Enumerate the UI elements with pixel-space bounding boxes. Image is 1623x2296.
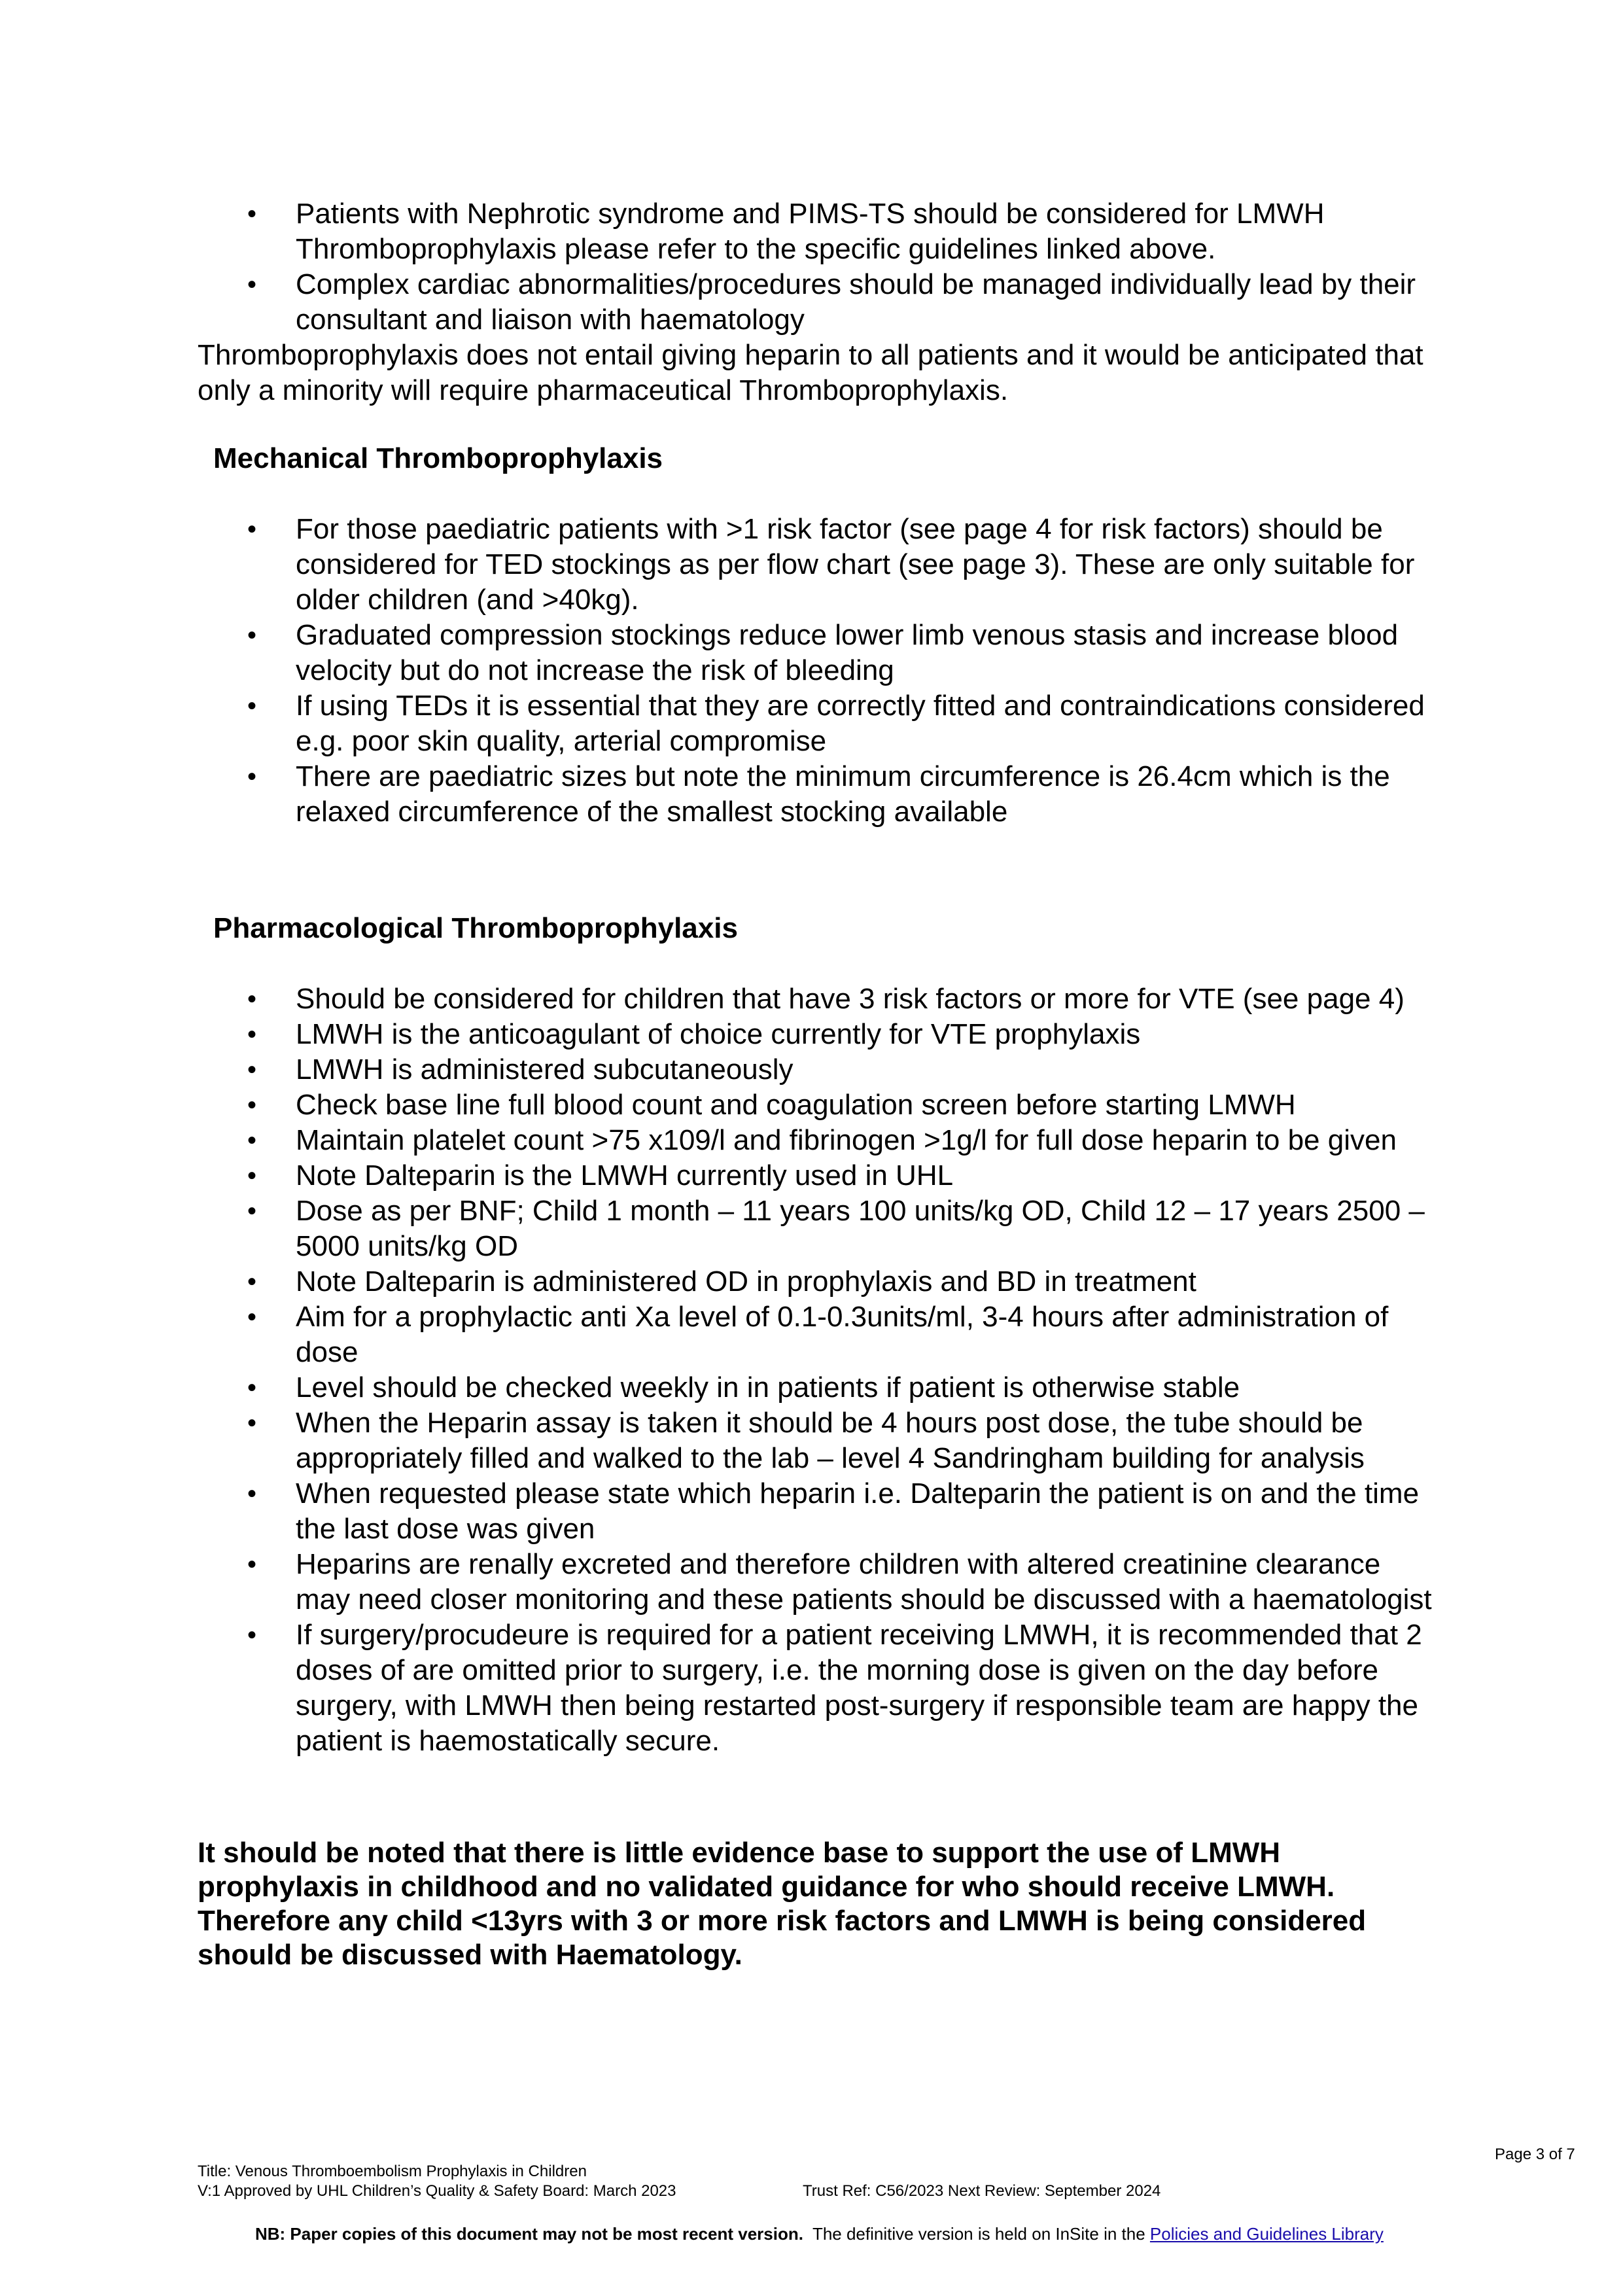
bullet-dot-icon: • — [247, 515, 257, 544]
pharmacological-bullet-item — [198, 1476, 1440, 1547]
intro-bullet-text: Complex cardiac abnormalities/procedures should be managed individually lead by their consultant and liaison with haematology — [296, 268, 1416, 336]
mechanical-bullet-item — [198, 688, 1440, 759]
pharmacological-bullet-item — [198, 1299, 1440, 1370]
intro-bullet-list — [198, 196, 1440, 338]
bullet-dot-icon: • — [247, 1373, 257, 1402]
mechanical-bullet-text: If using TEDs it is essential that they are correctly fitted and contraindications considered e.g. poor skin quality, arterial compromise — [296, 690, 1425, 757]
pharmacological-heading: Pharmacological Thromboprophylaxis — [213, 912, 738, 944]
pharmacological-bullet-text: If surgery/procudeure is required for a patient receiving LMWH, it is recommended that 2 doses of are omitted prior to surgery, i.e. the morning dose is given on the day before surgery, with LMWH then being restarted post-surgery if responsible team are happy the patient is haemostatically secure. — [296, 1619, 1422, 1757]
pharmacological-bullet-item — [198, 1158, 1440, 1193]
intro-bullet-item — [198, 267, 1440, 338]
nb-disclaimer — [255, 2223, 1384, 2244]
pharmacological-bullet-text: Dose as per BNF; Child 1 month – 11 years 100 units/kg OD, Child 12 – 17 years 2500 – 5000 units/kg OD — [296, 1195, 1425, 1262]
pharmacological-bullet-item — [198, 1052, 1440, 1087]
pharmacological-bullet-text: Note Dalteparin is administered OD in prophylaxis and BD in treatment — [296, 1265, 1196, 1298]
mechanical-bullet-list — [198, 512, 1440, 830]
pharmacological-bullet-text: Heparins are renally excreted and therefore children with altered creatinine clearance may need closer monitoring and these patients should be discussed with a haematologist — [296, 1548, 1432, 1616]
pharmacological-bullet-text: Note Dalteparin is the LMWH currently used in UHL — [296, 1159, 954, 1192]
mechanical-bullet-item — [198, 618, 1440, 688]
mechanical-bullet-item — [198, 512, 1440, 618]
pharmacological-bullet-item — [198, 981, 1440, 1017]
footer-trust-ref: Trust Ref: C56/2023 Next Review: September 2024 — [803, 2182, 1161, 2200]
pharmacological-bullet-text: Should be considered for children that have 3 risk factors or more for VTE (see page 4) — [296, 983, 1405, 1015]
bullet-dot-icon: • — [247, 270, 257, 299]
bullet-dot-icon: • — [247, 1621, 257, 1650]
pharmacological-bullet-item — [198, 1617, 1440, 1759]
intro-bullet-text: Patients with Nephrotic syndrome and PIMS-TS should be considered for LMWH Thromboprophylaxis please refer to the specific guidelines linked above. — [296, 198, 1325, 265]
pharmacological-bullet-item — [198, 1547, 1440, 1617]
pharmacological-bullet-item — [198, 1370, 1440, 1405]
bullet-dot-icon: • — [247, 762, 257, 791]
bullet-dot-icon: • — [247, 1267, 257, 1296]
pharmacological-bullet-item — [198, 1087, 1440, 1123]
mechanical-bullet-text: There are paediatric sizes but note the minimum circumference is 26.4cm which is the relaxed circumference of the smallest stocking available — [296, 760, 1390, 828]
pharmacological-bullet-text: Check base line full blood count and coagulation screen before starting LMWH — [296, 1089, 1296, 1121]
footer-approval: V:1 Approved by UHL Children’s Quality & Safety Board: March 2023 — [198, 2182, 676, 2200]
policies-library-link[interactable]: Policies and Guidelines Library — [1149, 2224, 1384, 2244]
pharmacological-bullet-text: Level should be checked weekly in in patients if patient is otherwise stable — [296, 1371, 1240, 1404]
bullet-dot-icon: • — [247, 1197, 257, 1226]
closing-note: It should be noted that there is little evidence base to support the use of LMWH prophylaxis in childhood and no validated guidance for who should receive LMWH. Therefore any child <13yrs with 3 or more risk factors and LMWH is being considered should be discussed with Haematology. — [198, 1837, 1367, 1971]
pharmacological-bullet-item — [198, 1123, 1440, 1158]
page-content — [198, 196, 1440, 1972]
mechanical-bullet-item — [198, 759, 1440, 830]
bullet-dot-icon: • — [247, 1091, 257, 1120]
bullet-dot-icon: • — [247, 1161, 257, 1190]
bullet-dot-icon: • — [247, 1409, 257, 1438]
nb-text: The definitive version is held on InSite in the — [803, 2224, 1150, 2244]
pharmacological-bullet-text: LMWH is administered subcutaneously — [296, 1053, 794, 1086]
pharmacological-bullet-item — [198, 1264, 1440, 1299]
footer-title: Title: Venous Thromboembolism Prophylaxis in Children — [198, 2163, 587, 2180]
bullet-dot-icon: • — [247, 1479, 257, 1508]
bullet-dot-icon: • — [247, 1550, 257, 1579]
bullet-dot-icon: • — [247, 1020, 257, 1049]
page-number: Page 3 of 7 — [1495, 2146, 1575, 2163]
intro-bullet-item — [198, 196, 1440, 267]
footer-approval-row — [198, 2181, 1571, 2201]
bullet-dot-icon: • — [247, 1126, 257, 1155]
pharmacological-bullet-item — [198, 1193, 1440, 1264]
bullet-dot-icon: • — [247, 621, 257, 650]
pharmacological-bullet-list — [198, 981, 1440, 1759]
bullet-dot-icon: • — [247, 1055, 257, 1084]
mechanical-heading: Mechanical Thromboprophylaxis — [213, 442, 663, 474]
bullet-dot-icon: • — [247, 985, 257, 1014]
bullet-dot-icon: • — [247, 1303, 257, 1332]
nb-bold-text: NB: Paper copies of this document may not be most recent version. — [255, 2224, 803, 2244]
pharmacological-bullet-text: Aim for a prophylactic anti Xa level of 0.1-0.3units/ml, 3-4 hours after administration of dose — [296, 1301, 1389, 1368]
pharmacological-bullet-item — [198, 1405, 1440, 1476]
mechanical-bullet-text: Graduated compression stockings reduce lower limb venous stasis and increase blood velocity but do not increase the risk of bleeding — [296, 619, 1399, 686]
pharmacological-bullet-text: When requested please state which heparin i.e. Dalteparin the patient is on and the time the last dose was given — [296, 1477, 1420, 1545]
pharmacological-bullet-text: Maintain platelet count >75 x109/l and fibrinogen >1g/l for full dose heparin to be given — [296, 1124, 1397, 1156]
bullet-dot-icon: • — [247, 692, 257, 720]
mechanical-bullet-text: For those paediatric patients with >1 risk factor (see page 4 for risk factors) should be considered for TED stockings as per flow chart (see page 3). These are only suitable for older children (and >40kg). — [296, 513, 1415, 616]
bullet-dot-icon: • — [247, 200, 257, 228]
intro-paragraph: Thromboprophylaxis does not entail giving heparin to all patients and it would be anticipated that only a minority will require pharmaceutical Thromboprophylaxis. — [198, 339, 1423, 406]
pharmacological-bullet-item — [198, 1017, 1440, 1052]
pharmacological-bullet-text: When the Heparin assay is taken it should be 4 hours post dose, the tube should be appropriately filled and walked to the lab – level 4 Sandringham building for analysis — [296, 1407, 1365, 1474]
pharmacological-bullet-text: LMWH is the anticoagulant of choice currently for VTE prophylaxis — [296, 1018, 1141, 1050]
